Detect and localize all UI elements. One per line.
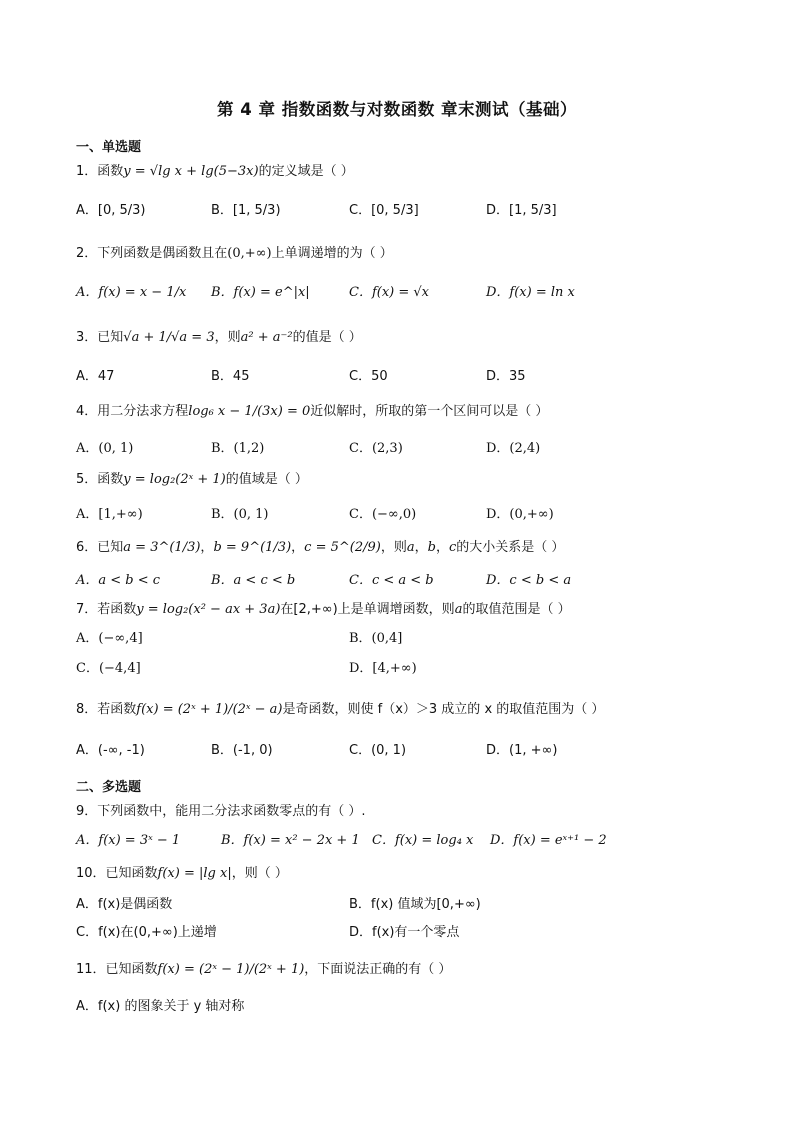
q10-option-c: C．f(x)在(0,+∞)上递增 [76, 925, 217, 940]
q2-option-c: C．f(x) = √x [349, 285, 430, 300]
q1-option-d: D．[1, 5/3] [486, 203, 557, 218]
q7-option-b: B．(0,4] [349, 631, 403, 646]
q6-option-a: A．a < b < c [76, 573, 161, 588]
q6-option-b: B．a < c < b [211, 573, 296, 588]
question-11: 11．已知函数f(x) = (2ˣ − 1)/(2ˣ + 1)，下面说法正确的有（ ） [76, 962, 452, 977]
q1-option-a: A．[0, 5/3) [76, 203, 146, 218]
q4-option-d: D．(2,4) [486, 441, 541, 456]
q5-option-a: A．[1,+∞) [76, 507, 143, 522]
question-2-options [76, 280, 716, 306]
question-7: 7．若函数y = log₂(x² − ax + 3a)在[2,+∞)上是单调增函数，则a的取值范围是（ ） [76, 602, 571, 617]
q6-option-d: D．c < b < a [486, 573, 572, 588]
question-8: 8．若函数f(x) = (2ˣ + 1)/(2ˣ − a)是奇函数，则使 f（x）＞3 成立的 x 的取值范围为（ ） [76, 702, 605, 717]
q2-option-d: D．f(x) = ln x [486, 285, 575, 300]
q3-option-c: C．50 [349, 369, 388, 384]
question-4: 4．用二分法求方程log₆ x − 1/(3x) = 0近似解时，所取的第一个区间可以是（ ） [76, 404, 549, 419]
question-1: 1．函数y = √lg x + lg(5−3x)的定义域是（ ） [76, 164, 354, 179]
q1-option-b: B．[1, 5/3) [211, 203, 281, 218]
q10-option-b: B．f(x) 值域为[0,+∞) [349, 897, 481, 912]
q6-c: c = 5^(2/9) [304, 540, 381, 555]
q3-option-b: B．45 [211, 369, 250, 384]
q4-option-b: B．(1,2) [211, 441, 265, 456]
q2-option-b: B．f(x) = e^|x| [211, 285, 310, 300]
q6-b: b = 9^(1/3) [213, 540, 292, 555]
q3-option-a: A．47 [76, 369, 115, 384]
section-multiple-choice: 二、多选题 [76, 780, 142, 795]
q2-option-a: A．f(x) = x − 1/x [76, 285, 187, 300]
q1-formula: y = √lg x + lg(5−3x) [123, 164, 259, 179]
q8-formula: f(x) = (2ˣ + 1)/(2ˣ − a) [136, 702, 283, 717]
q4-formula: log₆ x − 1/(3x) = 0 [188, 404, 311, 419]
q7-option-c: C．(−4,4] [76, 661, 141, 676]
q2-interval: (0,+∞) [227, 246, 272, 261]
q11-option-a: A．f(x) 的图象关于 y 轴对称 [76, 999, 245, 1014]
q6-a: a = 3^(1/3) [123, 540, 201, 555]
q8-option-b: B．(-1, 0) [211, 743, 273, 758]
q10-option-a: A．f(x)是偶函数 [76, 897, 173, 912]
q11-formula: f(x) = (2ˣ − 1)/(2ˣ + 1) [157, 962, 305, 977]
question-3: 3．已知√a + 1/√a = 3，则a² + a⁻²的值是（ ） [76, 330, 362, 345]
q8-option-a: A．(-∞, -1) [76, 743, 145, 758]
q5-option-c: C．(−∞,0) [349, 507, 417, 522]
question-7-options-row2 [76, 656, 716, 682]
q8-option-d: D．(1, +∞) [486, 743, 558, 758]
q3-option-d: D．35 [486, 369, 526, 384]
question-4-options [76, 436, 716, 462]
question-11-options [76, 994, 716, 1020]
q5-option-b: B．(0, 1) [211, 507, 269, 522]
question-10-options-row2 [76, 920, 716, 946]
q9-option-d: D．f(x) = eˣ⁺¹ − 2 [490, 833, 607, 848]
page-title: 第 4 章 指数函数与对数函数 章末测试（基础） [217, 100, 577, 119]
q5-formula: y = log₂(2ˣ + 1) [123, 472, 226, 487]
q5-option-d: D．(0,+∞) [486, 507, 554, 522]
q7-formula: y = log₂(x² − ax + 3a) [136, 602, 281, 617]
q3-formula: √a + 1/√a = 3 [123, 330, 215, 345]
q3-expr: a² + a⁻² [240, 330, 293, 345]
question-7-options-row1 [76, 626, 716, 652]
q8-option-c: C．(0, 1) [349, 743, 407, 758]
q7-option-d: D．[4,+∞) [349, 661, 417, 676]
q10-formula: f(x) = |lg x| [157, 866, 232, 881]
question-6: 6．已知a = 3^(1/3)，b = 9^(1/3)，c = 5^(2/9)，则a，b，c的大小关系是（ ） [76, 540, 565, 555]
q4-option-a: A．(0, 1) [76, 441, 134, 456]
section-single-choice: 一、单选题 [76, 140, 142, 155]
question-8-options [76, 738, 716, 764]
q9-option-b: B．f(x) = x² − 2x + 1 [221, 833, 360, 848]
question-9: 9．下列函数中，能用二分法求函数零点的有（ ）. [76, 804, 366, 819]
q7-option-a: A．(−∞,4] [76, 631, 143, 646]
question-1-options [76, 198, 716, 224]
q1-option-c: C．[0, 5/3] [349, 203, 419, 218]
question-10: 10．已知函数f(x) = |lg x|，则（ ） [76, 866, 288, 881]
question-9-options [76, 828, 716, 854]
q9-option-a: A．f(x) = 3ˣ − 1 [76, 833, 181, 848]
question-5: 5．函数y = log₂(2ˣ + 1)的值域是（ ） [76, 472, 308, 487]
question-2: 2．下列函数是偶函数且在(0,+∞)上单调递增的为（ ） [76, 246, 393, 261]
q10-option-d: D．f(x)有一个零点 [349, 925, 460, 940]
q6-option-c: C．c < a < b [349, 573, 434, 588]
question-6-options [76, 568, 716, 594]
question-5-options [76, 502, 716, 528]
q4-option-c: C．(2,3) [349, 441, 403, 456]
question-10-options-row1 [76, 892, 716, 918]
question-3-options [76, 364, 716, 390]
q9-option-c: C．f(x) = log₄ x [372, 833, 474, 848]
